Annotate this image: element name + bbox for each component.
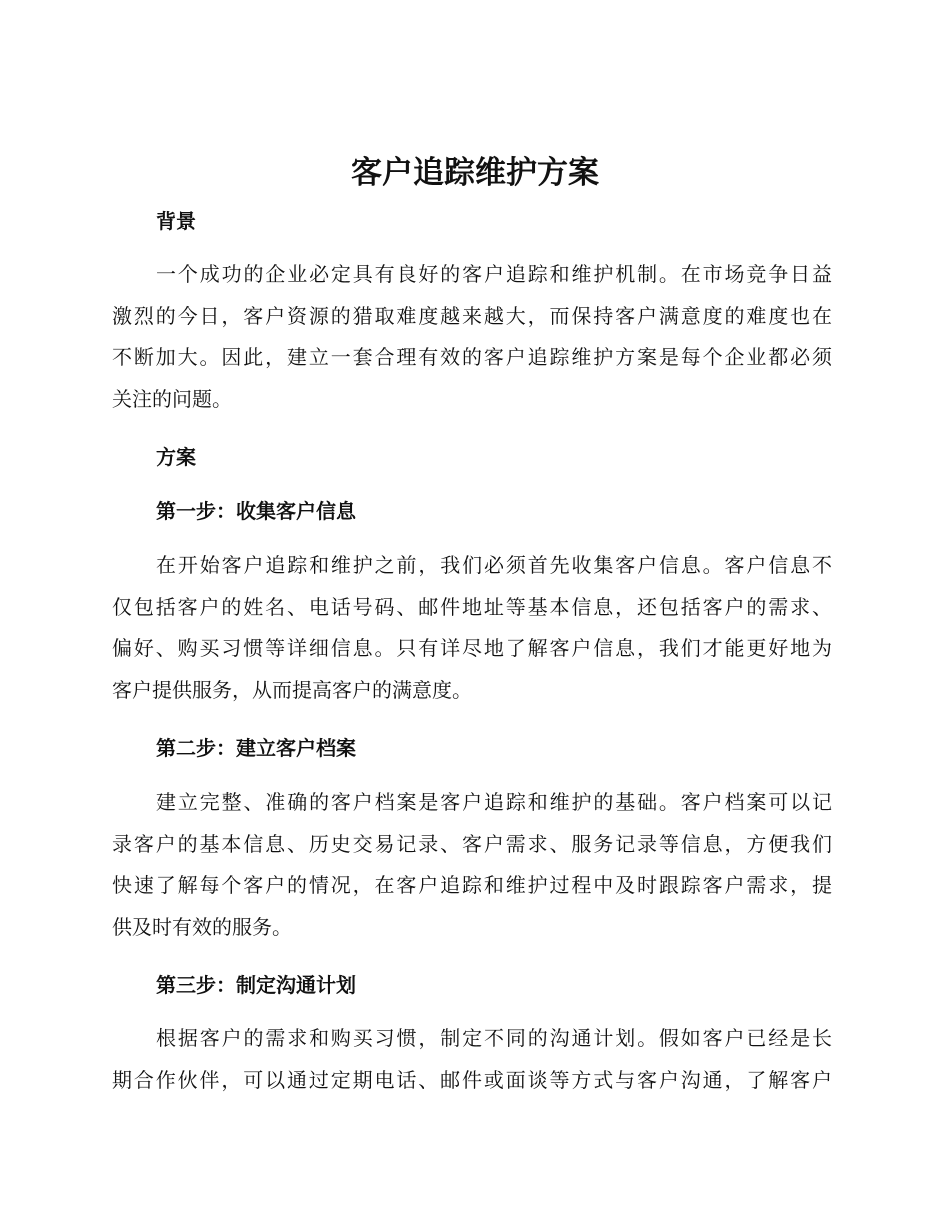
paragraph-line: 根据客户的需求和购买习惯，制定不同的沟通计划。假如客户已经是长 [156,1026,832,1050]
paragraph-line: 激烈的今日，客户资源的猎取难度越来越大，而保持客户满意度的难度也在 [112,303,832,328]
paragraph-line: 偏好、购买习惯等详细信息。只有详尽地了解客户信息，我们才能更好地为 [112,636,832,660]
section-heading-step3: 第三步：制定沟通计划 [156,973,356,997]
paragraph-line: 一个成功的企业必定具有良好的客户追踪和维护机制。在市场竞争日益 [156,262,832,286]
document-title: 客户追踪维护方案 [351,155,599,191]
section-heading-step1: 第一步：收集客户信息 [156,499,356,523]
paragraph-line: 快速了解每个客户的情况，在客户追踪和维护过程中及时跟踪客户需求，提 [112,873,832,897]
paragraph-step3 [112,1018,832,1101]
paragraph-line: 关注的问题。 [112,386,232,411]
paragraph-line: 在开始客户追踪和维护之前，我们必须首先收集客户信息。客户信息不 [156,553,832,577]
section-heading-plan: 方案 [156,445,196,469]
paragraph-background [112,254,832,420]
paragraph-line: 客户提供服务，从而提高客户的满意度。 [112,677,472,702]
paragraph-line: 不断加大。因此，建立一套合理有效的客户追踪维护方案是每个企业都必须 [112,345,832,369]
paragraph-line: 供及时有效的服务。 [112,914,292,939]
paragraph-line: 期合作伙伴，可以通过定期电话、邮件或面谈等方式与客户沟通，了解客户 [112,1067,832,1092]
paragraph-line: 建立完整、准确的客户档案是客户追踪和维护的基础。客户档案可以记 [156,790,832,814]
paragraph-step2 [112,782,832,948]
paragraph-step1 [112,545,832,711]
paragraph-line: 录客户的基本信息、历史交易记录、客户需求、服务记录等信息，方便我们 [112,831,832,856]
paragraph-line: 仅包括客户的姓名、电话号码、邮件地址等基本信息，还包括客户的需求、 [112,594,832,619]
section-heading-background: 背景 [156,209,196,233]
section-heading-step2: 第二步：建立客户档案 [156,736,356,760]
